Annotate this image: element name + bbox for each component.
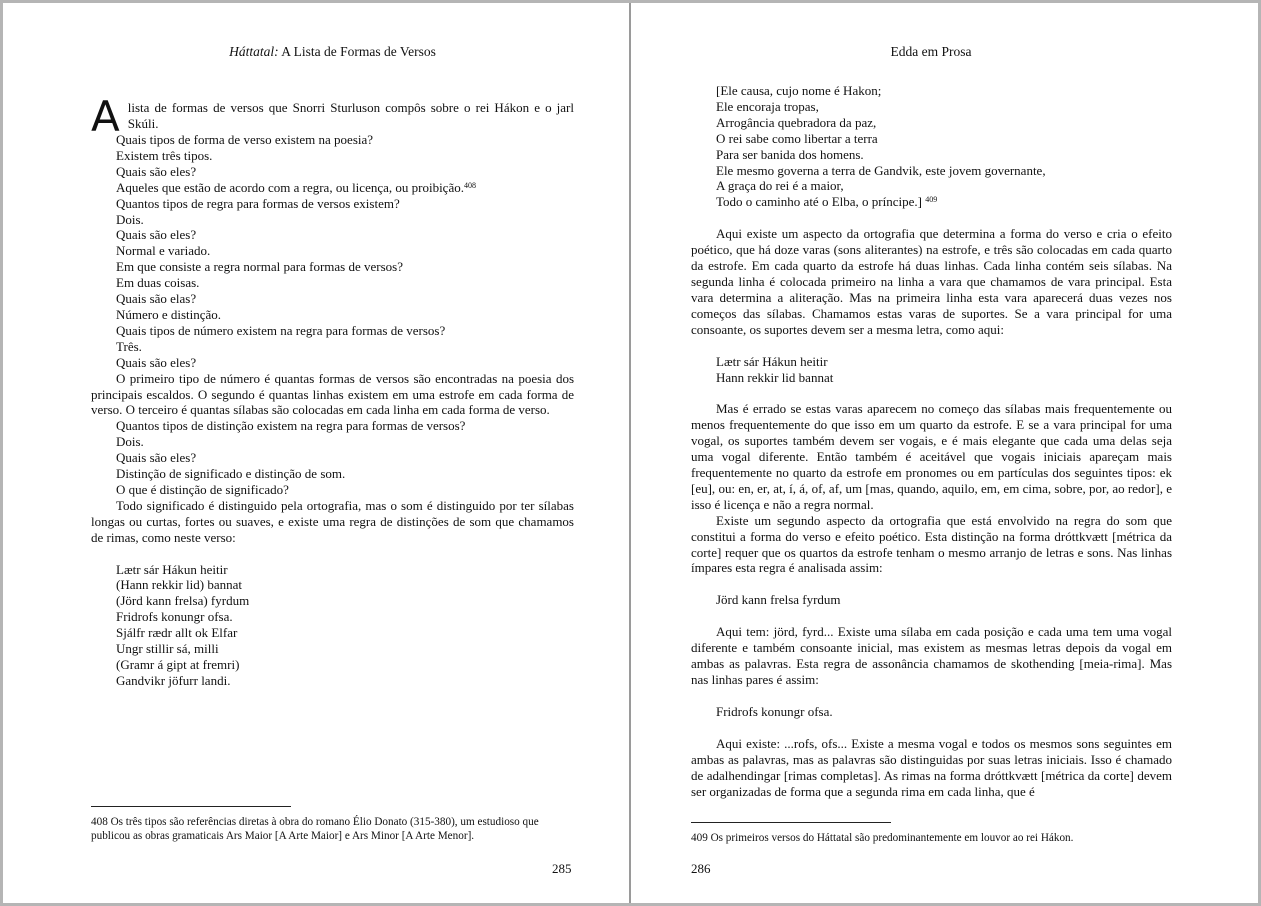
example-verse-3: Fridrofs konungr ofsa. [716, 703, 833, 719]
verse-line: Fridrofs konungr ofsa. [116, 609, 233, 625]
verse-line: Lætr sár Hákun heitir [116, 561, 228, 577]
translation-line: A graça do rei é a maior, [716, 178, 844, 194]
verse-line: (Jörd kann frelsa) fyrdum [116, 593, 250, 609]
dialog-line: Distinção de significado e distinção de som. [116, 466, 346, 482]
verse-line: Ungr stillir sá, milli [116, 641, 219, 657]
dialog-line: Existem três tipos. [116, 147, 213, 163]
dialog-line: Três. [116, 338, 142, 354]
footnote-ref-409[interactable]: 409 [925, 195, 938, 205]
left-page [3, 3, 629, 903]
translation-line: Arrogância quebradora da paz, [716, 114, 877, 130]
footnote-409: 409 Os primeiros versos do Háttatal são predominantemente em louvor ao rei Hákon. [691, 832, 1074, 844]
dialog-line: Quais tipos de forma de verso existem na poesia? [116, 132, 374, 147]
dialog-line: Quantos tipos de distinção existem na regra para formas de versos? [116, 418, 466, 434]
dialog-line: Em que consiste a regra normal para formas de versos? [116, 259, 403, 275]
paragraph-varas: Aqui existe um aspecto da ortografia que determina a forma do verso e cria o efeito poético, que há doze varas (sons aliterantes) na estrofe, e três são colocadas em cada quarto da estrofe. Em cada quarto da estrofe há duas linhas. Cada linha contém seis sílabas. Na segunda linha é colocada primeiro na linha a vara que chamamos de vara principal. Esta vara determina a aliteração. Mas na primeira linha esta vara aparecerá duas vezes nos começos das sílabas. Chamamos estas varas de suportes. Se a vara principal for uma consoante, os suportes devem ser a mesma letra, como aqui: [691, 226, 1172, 337]
dialog-line: Dois. [116, 211, 144, 227]
footnote-divider [91, 806, 291, 807]
verse-line: Gandvikr jöfurr landi. [116, 672, 231, 688]
dialog-line-with-footnote [91, 180, 574, 196]
paragraph-segundo-aspecto: Existe um segundo aspecto da ortografia que está envolvido na regra do som que constitui a forma do verso e efeito poético. Esta distinção na forma dróttkvætt [métrica da corte] requer que os quartos da estrofe tenham o mesmo arranjo de letras e sons. Nas linhas ímpares esta regra é analisada assim: [691, 512, 1172, 576]
verse-line: Lætr sár Hákun heitir [716, 353, 828, 369]
drop-cap: A [91, 92, 120, 141]
paragraph-numero: O primeiro tipo de número é quantas formas de versos são encontradas na poesia dos principais escaldos. O segundo é quantas linhas existem em uma estrofe em cada forma de verso. O terceiro é quantas sílabas são colocadas em cada linha em cada forma de verso. [91, 370, 574, 418]
dialog-line: Número e distinção. [116, 306, 222, 322]
book-spread [3, 3, 1258, 903]
translation-line-with-footnote [716, 194, 1172, 210]
paragraph-vogais: Mas é errado se estas varas aparecem no começo das sílabas mais frequentemente ou menos frequentemente do que isso em um quarto da estrofe. E se a vara principal for uma vogal, os suportes também devem ser vogais, e é mais elegante que cada uma delas seja uma vogal diferente. Então também é aceitável que vogais iniciais apareçam mais frequentemente no quarto da estrofe em pronomes ou em partículas dos seguintes tipos: ek [eu], ou: en, er, at, í, á, of, af, um [mas, quando, aquilo, em, em cima, sobre, por, ao redor], e isso é licença e não a regra normal. [691, 401, 1172, 512]
right-body [691, 83, 1172, 799]
translation-line: Ele encoraja tropas, [716, 98, 819, 114]
page-number: 286 [691, 861, 711, 876]
footnote-408: 408 Os três tipos são referências diretas à obra do romano Élio Donato (315-380), um estudioso que publicou as obras gramaticais Ars Maior [A Arte Maior] e Ars Minor [A Arte Menor]. [91, 816, 539, 842]
dialog-line: Quais são eles? [116, 354, 197, 370]
right-running-header: Edda em Prosa [890, 44, 972, 59]
translation-text: Todo o caminho até o Elba, o príncipe.] [716, 194, 922, 210]
intro-text: lista de formas de versos que Snorri Sturluson compôs sobre o rei Hákon e o jarl Skúli. [127, 100, 574, 131]
example-verse-1 [691, 354, 1172, 386]
page-number: 285 [552, 861, 572, 876]
footnote-divider [691, 822, 891, 823]
dialog-line: Quantos tipos de regra para formas de versos existem? [116, 195, 400, 211]
verse-line: (Gramr á gipt at fremri) [116, 657, 240, 672]
dialog-line: Quais são eles? [116, 163, 197, 179]
example-verse-2: Jörd kann frelsa fyrdum [716, 592, 841, 608]
dialog-line: O que é distinção de significado? [116, 481, 289, 497]
verse-line: Sjálfr rædr allt ok Elfar [116, 625, 238, 641]
dialog-line: Quais tipos de número existem na regra para formas de versos? [116, 322, 446, 338]
dialog-line: Quais são eles? [116, 227, 197, 243]
footnote-ref-408[interactable]: 408 [463, 180, 476, 190]
translation-line: Ele mesmo governa a terra de Gandvik, este jovem governante, [716, 162, 1046, 178]
dialog-line: Quais são eles? [116, 450, 197, 466]
dialog-line: Normal e variado. [116, 243, 211, 259]
left-running-header [91, 44, 574, 60]
dialog-line: Quais são elas? [116, 291, 197, 307]
dialog-line: Em duas coisas. [116, 275, 200, 291]
translation-line: [Ele causa, cujo nome é Hakon; [716, 83, 882, 98]
header-italic-title: Háttatal: [229, 44, 279, 59]
right-page [631, 3, 1258, 903]
left-body [91, 92, 574, 689]
dialog-text: Aqueles que estão de acordo com a regra, ou licença, ou proibição. [116, 179, 464, 195]
verse-line: Hann rekkir lid bannat [716, 369, 834, 385]
translation-line: Para ser banida dos homens. [716, 146, 864, 162]
verse-translation [691, 83, 1172, 210]
dialog-line: Dois. [116, 434, 144, 450]
paragraph-significado: Todo significado é distinguido pela ortografia, mas o som é distinguido por ter sílabas longas ou curtas, fortes ou suaves, e existe uma regra de distinções de som que chamamos de rimas, como neste verso: [91, 497, 574, 545]
skaldic-verse [91, 562, 574, 689]
verse-line: (Hann rekkir lid) bannat [116, 577, 242, 593]
paragraph-skothending: Aqui tem: jörd, fyrd... Existe uma sílaba em cada posição e cada uma tem uma vogal diferente e também consoante inicial, mas existem as mesmas letras depois da vogal em ambas as palavras. Esta regra de assonância chamamos de skothending [meia-rima]. Mas nas linhas pares é assim: [691, 624, 1172, 687]
paragraph-adalhendingar: Aqui existe: ...rofs, ofs... Existe a mesma vogal e todos os mesmos sons seguintes em ambas as palavras, mas as palavras são distinguidas por suas letras iniciais. Isso é chamado de adalhendingar [rimas completas]. As rimas na forma dróttkvætt [métrica da corte] devem ser organizadas de forma que a segunda rima em cada linha, que é [691, 735, 1172, 799]
translation-line: O rei sabe como libertar a terra [716, 130, 878, 146]
header-subtitle: A Lista de Formas de Versos [278, 44, 436, 59]
